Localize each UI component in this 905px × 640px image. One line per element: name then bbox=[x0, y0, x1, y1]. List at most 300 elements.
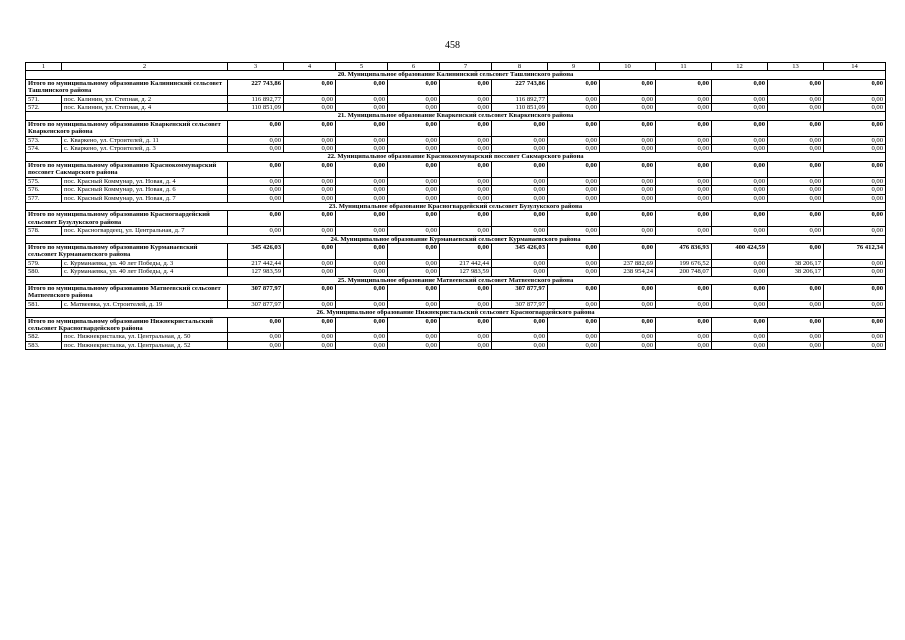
row-value: 0,00 bbox=[712, 259, 768, 267]
total-value: 0,00 bbox=[600, 211, 656, 227]
total-value: 0,00 bbox=[228, 211, 284, 227]
total-value: 0,00 bbox=[548, 161, 600, 177]
row-value: 0,00 bbox=[656, 104, 712, 112]
row-address: пос. Красный Коммунар, ул. Новая, д. 7 bbox=[62, 194, 228, 202]
table-row bbox=[26, 177, 886, 185]
row-value: 0,00 bbox=[656, 177, 712, 185]
row-value: 0,00 bbox=[824, 259, 886, 267]
row-number: 582. bbox=[26, 333, 62, 341]
row-value: 217 442,44 bbox=[228, 259, 284, 267]
total-value: 0,00 bbox=[768, 161, 824, 177]
row-value: 0,00 bbox=[548, 194, 600, 202]
table-row bbox=[26, 259, 886, 267]
section-heading-row bbox=[26, 112, 886, 120]
row-value: 0,00 bbox=[548, 268, 600, 276]
total-value: 0,00 bbox=[284, 243, 336, 259]
row-value: 0,00 bbox=[440, 333, 492, 341]
column-number: 4 bbox=[284, 63, 336, 71]
table-row bbox=[26, 186, 886, 194]
total-value: 0,00 bbox=[600, 284, 656, 300]
row-value: 0,00 bbox=[600, 177, 656, 185]
row-value: 0,00 bbox=[284, 227, 336, 235]
total-value: 0,00 bbox=[600, 161, 656, 177]
total-value: 0,00 bbox=[548, 211, 600, 227]
row-value: 0,00 bbox=[492, 259, 548, 267]
total-value: 0,00 bbox=[548, 284, 600, 300]
row-value: 0,00 bbox=[284, 341, 336, 349]
total-value: 0,00 bbox=[656, 161, 712, 177]
row-value: 0,00 bbox=[768, 300, 824, 308]
total-value: 0,00 bbox=[712, 284, 768, 300]
total-row bbox=[26, 284, 886, 300]
row-value: 0,00 bbox=[440, 194, 492, 202]
row-value: 0,00 bbox=[440, 186, 492, 194]
total-value: 307 877,97 bbox=[228, 284, 284, 300]
total-value: 0,00 bbox=[228, 317, 284, 333]
row-value: 0,00 bbox=[824, 227, 886, 235]
row-value: 0,00 bbox=[824, 104, 886, 112]
row-value: 0,00 bbox=[284, 145, 336, 153]
row-value: 127 983,59 bbox=[440, 268, 492, 276]
section-heading-row bbox=[26, 276, 886, 284]
total-value: 0,00 bbox=[336, 317, 388, 333]
total-value: 0,00 bbox=[548, 120, 600, 136]
total-value: 0,00 bbox=[548, 317, 600, 333]
total-value: 0,00 bbox=[228, 161, 284, 177]
section-title: 21. Муниципальное образование Кваркенский сельсовет Кваркенского района bbox=[26, 112, 886, 120]
row-address: с. Кваркено, ул. Строителей, д. 11 bbox=[62, 136, 228, 144]
table-row bbox=[26, 300, 886, 308]
row-value: 0,00 bbox=[548, 104, 600, 112]
row-value: 0,00 bbox=[600, 341, 656, 349]
row-value: 0,00 bbox=[388, 300, 440, 308]
table-row bbox=[26, 341, 886, 349]
total-row bbox=[26, 243, 886, 259]
row-value: 0,00 bbox=[440, 341, 492, 349]
row-value: 0,00 bbox=[548, 186, 600, 194]
total-value: 0,00 bbox=[440, 161, 492, 177]
total-value: 0,00 bbox=[768, 211, 824, 227]
row-value: 116 892,77 bbox=[228, 95, 284, 103]
row-value: 0,00 bbox=[388, 341, 440, 349]
row-value: 0,00 bbox=[336, 227, 388, 235]
row-value: 0,00 bbox=[768, 227, 824, 235]
total-value: 0,00 bbox=[768, 284, 824, 300]
total-row bbox=[26, 120, 886, 136]
total-value: 0,00 bbox=[440, 317, 492, 333]
total-value: 227 743,86 bbox=[228, 79, 284, 95]
total-value: 0,00 bbox=[440, 120, 492, 136]
total-value: 0,00 bbox=[228, 120, 284, 136]
column-number: 6 bbox=[388, 63, 440, 71]
row-value: 0,00 bbox=[284, 259, 336, 267]
total-value: 0,00 bbox=[824, 161, 886, 177]
row-value: 0,00 bbox=[440, 300, 492, 308]
total-value: 0,00 bbox=[388, 161, 440, 177]
row-value: 0,00 bbox=[548, 145, 600, 153]
row-value: 0,00 bbox=[388, 259, 440, 267]
row-value: 0,00 bbox=[492, 145, 548, 153]
total-value: 0,00 bbox=[824, 120, 886, 136]
row-value: 0,00 bbox=[548, 259, 600, 267]
total-value: 0,00 bbox=[600, 79, 656, 95]
row-value: 0,00 bbox=[824, 145, 886, 153]
total-label: Итого по муниципальному образованию Нижнекристальский сельсовет Красногвардейского района bbox=[26, 317, 228, 333]
row-value: 0,00 bbox=[712, 300, 768, 308]
row-value: 0,00 bbox=[656, 333, 712, 341]
row-value: 0,00 bbox=[548, 177, 600, 185]
row-value: 0,00 bbox=[284, 136, 336, 144]
row-value: 0,00 bbox=[388, 104, 440, 112]
total-label: Итого по муниципальному образованию Кваркенский сельсовет Кваркенского района bbox=[26, 120, 228, 136]
row-value: 307 877,97 bbox=[492, 300, 548, 308]
table-row bbox=[26, 333, 886, 341]
total-label: Итого по муниципальному образованию Матвеевский сельсовет Матвеевского района bbox=[26, 284, 228, 300]
total-value: 0,00 bbox=[336, 79, 388, 95]
row-value: 0,00 bbox=[336, 194, 388, 202]
table-row bbox=[26, 145, 886, 153]
total-value: 0,00 bbox=[712, 120, 768, 136]
total-value: 0,00 bbox=[336, 284, 388, 300]
row-value: 0,00 bbox=[284, 194, 336, 202]
section-heading-row bbox=[26, 202, 886, 210]
total-row bbox=[26, 211, 886, 227]
column-number: 11 bbox=[656, 63, 712, 71]
total-value: 0,00 bbox=[824, 284, 886, 300]
total-value: 0,00 bbox=[284, 284, 336, 300]
row-value: 0,00 bbox=[336, 341, 388, 349]
row-number: 583. bbox=[26, 341, 62, 349]
row-value: 0,00 bbox=[388, 177, 440, 185]
total-value: 0,00 bbox=[284, 317, 336, 333]
total-value: 0,00 bbox=[440, 284, 492, 300]
total-value: 0,00 bbox=[284, 211, 336, 227]
total-value: 345 426,03 bbox=[492, 243, 548, 259]
total-row bbox=[26, 79, 886, 95]
total-value: 0,00 bbox=[548, 243, 600, 259]
row-value: 110 851,09 bbox=[228, 104, 284, 112]
total-value: 0,00 bbox=[388, 317, 440, 333]
row-value: 0,00 bbox=[768, 177, 824, 185]
column-number: 13 bbox=[768, 63, 824, 71]
total-value: 0,00 bbox=[440, 211, 492, 227]
section-title: 26. Муниципальное образование Нижнекристальский сельсовет Красногвардейского района bbox=[26, 309, 886, 317]
total-value: 0,00 bbox=[600, 243, 656, 259]
row-value: 110 851,09 bbox=[492, 104, 548, 112]
row-number: 579. bbox=[26, 259, 62, 267]
row-address: пос. Нижнекристалка, ул. Центральная, д. 50 bbox=[62, 333, 228, 341]
column-number: 5 bbox=[336, 63, 388, 71]
row-value: 0,00 bbox=[656, 145, 712, 153]
row-value: 0,00 bbox=[228, 194, 284, 202]
total-value: 0,00 bbox=[656, 284, 712, 300]
row-value: 0,00 bbox=[336, 104, 388, 112]
row-value: 0,00 bbox=[712, 145, 768, 153]
section-title: 24. Муниципальное образование Курманаевский сельсовет Курманаевского района bbox=[26, 235, 886, 243]
total-value: 0,00 bbox=[656, 79, 712, 95]
row-value: 0,00 bbox=[388, 186, 440, 194]
row-address: пос. Калинин, ул. Степная, д. 2 bbox=[62, 95, 228, 103]
row-value: 0,00 bbox=[440, 177, 492, 185]
row-number: 578. bbox=[26, 227, 62, 235]
row-value: 0,00 bbox=[824, 136, 886, 144]
row-value: 38 206,17 bbox=[768, 268, 824, 276]
row-value: 307 877,97 bbox=[228, 300, 284, 308]
total-value: 0,00 bbox=[388, 243, 440, 259]
row-value: 0,00 bbox=[824, 341, 886, 349]
row-number: 572. bbox=[26, 104, 62, 112]
row-address: с. Матвеевка, ул. Строителей, д. 19 bbox=[62, 300, 228, 308]
row-value: 0,00 bbox=[336, 268, 388, 276]
row-value: 0,00 bbox=[388, 194, 440, 202]
row-value: 0,00 bbox=[712, 268, 768, 276]
total-value: 0,00 bbox=[712, 211, 768, 227]
row-value: 0,00 bbox=[712, 104, 768, 112]
row-value: 0,00 bbox=[712, 333, 768, 341]
row-value: 0,00 bbox=[336, 177, 388, 185]
row-value: 0,00 bbox=[228, 341, 284, 349]
row-value: 0,00 bbox=[600, 194, 656, 202]
total-value: 0,00 bbox=[492, 161, 548, 177]
row-address: пос. Красный Коммунар, ул. Новая, д. 6 bbox=[62, 186, 228, 194]
column-number: 8 bbox=[492, 63, 548, 71]
row-number: 576. bbox=[26, 186, 62, 194]
row-value: 0,00 bbox=[548, 136, 600, 144]
row-value: 238 954,24 bbox=[600, 268, 656, 276]
total-value: 0,00 bbox=[284, 79, 336, 95]
table-row bbox=[26, 95, 886, 103]
row-value: 0,00 bbox=[388, 333, 440, 341]
row-value: 0,00 bbox=[388, 268, 440, 276]
total-value: 76 412,34 bbox=[824, 243, 886, 259]
section-heading-row bbox=[26, 309, 886, 317]
total-value: 0,00 bbox=[712, 317, 768, 333]
table-row bbox=[26, 194, 886, 202]
total-value: 0,00 bbox=[336, 120, 388, 136]
row-value: 0,00 bbox=[824, 300, 886, 308]
column-number: 14 bbox=[824, 63, 886, 71]
row-number: 574. bbox=[26, 145, 62, 153]
total-value: 0,00 bbox=[388, 211, 440, 227]
section-title: 25. Муниципальное образование Матвеевский сельсовет Матвеевского района bbox=[26, 276, 886, 284]
table-row bbox=[26, 227, 886, 235]
row-value: 0,00 bbox=[492, 333, 548, 341]
row-value: 0,00 bbox=[600, 104, 656, 112]
row-value: 0,00 bbox=[656, 194, 712, 202]
row-value: 0,00 bbox=[768, 104, 824, 112]
row-value: 0,00 bbox=[712, 177, 768, 185]
total-value: 0,00 bbox=[824, 317, 886, 333]
row-value: 0,00 bbox=[600, 145, 656, 153]
total-value: 476 836,93 bbox=[656, 243, 712, 259]
row-value: 0,00 bbox=[228, 145, 284, 153]
total-value: 0,00 bbox=[284, 161, 336, 177]
row-value: 0,00 bbox=[492, 268, 548, 276]
column-number: 12 bbox=[712, 63, 768, 71]
column-number: 1 bbox=[26, 63, 62, 71]
table-row bbox=[26, 104, 886, 112]
data-table bbox=[25, 62, 886, 350]
row-value: 0,00 bbox=[336, 300, 388, 308]
total-value: 227 743,86 bbox=[492, 79, 548, 95]
row-value: 0,00 bbox=[712, 341, 768, 349]
row-address: с. Курманаевка, ул. 40 лет Победы, д. 3 bbox=[62, 259, 228, 267]
row-value: 0,00 bbox=[768, 95, 824, 103]
row-address: пос. Калинин, ул. Степная, д. 4 bbox=[62, 104, 228, 112]
total-value: 0,00 bbox=[336, 243, 388, 259]
total-value: 0,00 bbox=[440, 79, 492, 95]
total-value: 0,00 bbox=[492, 211, 548, 227]
row-value: 0,00 bbox=[492, 194, 548, 202]
total-label: Итого по муниципальному образованию Курманаевский сельсовет Курманаевского района bbox=[26, 243, 228, 259]
total-value: 0,00 bbox=[440, 243, 492, 259]
row-number: 581. bbox=[26, 300, 62, 308]
row-value: 0,00 bbox=[824, 333, 886, 341]
row-value: 0,00 bbox=[228, 333, 284, 341]
row-address: с. Кваркено, ул. Строителей, д. 3 bbox=[62, 145, 228, 153]
total-value: 345 426,03 bbox=[228, 243, 284, 259]
row-value: 0,00 bbox=[712, 194, 768, 202]
row-value: 0,00 bbox=[712, 227, 768, 235]
section-heading-row bbox=[26, 153, 886, 161]
section-title: 20. Муниципальное образование Калининский сельсовет Ташлинского района bbox=[26, 71, 886, 79]
row-value: 200 748,07 bbox=[656, 268, 712, 276]
total-label: Итого по муниципальному образованию Красногвардейский сельсовет Бузулукского района bbox=[26, 211, 228, 227]
row-value: 0,00 bbox=[284, 333, 336, 341]
row-value: 0,00 bbox=[440, 136, 492, 144]
row-value: 0,00 bbox=[388, 145, 440, 153]
total-value: 0,00 bbox=[712, 79, 768, 95]
row-value: 0,00 bbox=[600, 186, 656, 194]
row-value: 0,00 bbox=[492, 186, 548, 194]
row-value: 0,00 bbox=[284, 104, 336, 112]
total-row bbox=[26, 317, 886, 333]
row-value: 0,00 bbox=[600, 227, 656, 235]
row-value: 0,00 bbox=[656, 186, 712, 194]
column-number: 2 bbox=[62, 63, 228, 71]
total-row bbox=[26, 161, 886, 177]
column-number: 10 bbox=[600, 63, 656, 71]
row-address: пос. Красный Коммунар, ул. Новая, д. 4 bbox=[62, 177, 228, 185]
row-value: 0,00 bbox=[228, 136, 284, 144]
total-label: Итого по муниципальному образованию Калининский сельсовет Ташлинского района bbox=[26, 79, 228, 95]
total-value: 0,00 bbox=[388, 120, 440, 136]
row-value: 0,00 bbox=[712, 95, 768, 103]
row-value: 0,00 bbox=[712, 136, 768, 144]
column-number: 3 bbox=[228, 63, 284, 71]
row-value: 0,00 bbox=[388, 95, 440, 103]
row-value: 0,00 bbox=[600, 333, 656, 341]
total-value: 0,00 bbox=[492, 120, 548, 136]
row-value: 0,00 bbox=[284, 300, 336, 308]
row-number: 577. bbox=[26, 194, 62, 202]
total-label: Итого по муниципальному образованию Краснокоммунарский поссовет Сакмарского района bbox=[26, 161, 228, 177]
section-heading-row bbox=[26, 235, 886, 243]
total-value: 0,00 bbox=[656, 317, 712, 333]
row-value: 0,00 bbox=[492, 136, 548, 144]
row-value: 0,00 bbox=[440, 227, 492, 235]
total-value: 0,00 bbox=[388, 284, 440, 300]
row-value: 0,00 bbox=[824, 268, 886, 276]
row-number: 571. bbox=[26, 95, 62, 103]
row-value: 0,00 bbox=[548, 300, 600, 308]
total-value: 0,00 bbox=[284, 120, 336, 136]
row-value: 0,00 bbox=[388, 227, 440, 235]
column-number: 9 bbox=[548, 63, 600, 71]
total-value: 0,00 bbox=[824, 211, 886, 227]
row-value: 0,00 bbox=[548, 227, 600, 235]
total-value: 0,00 bbox=[824, 79, 886, 95]
row-address: пос. Нижнекристалка, ул. Центральная, д. 52 bbox=[62, 341, 228, 349]
page-number: 458 bbox=[445, 40, 460, 51]
row-value: 0,00 bbox=[548, 333, 600, 341]
total-value: 0,00 bbox=[336, 211, 388, 227]
section-title: 23. Муниципальное образование Красногвардейский сельсовет Бузулукского района bbox=[26, 202, 886, 210]
row-value: 0,00 bbox=[768, 136, 824, 144]
row-value: 0,00 bbox=[656, 95, 712, 103]
total-value: 0,00 bbox=[388, 79, 440, 95]
row-value: 0,00 bbox=[824, 186, 886, 194]
total-value: 0,00 bbox=[548, 79, 600, 95]
row-value: 0,00 bbox=[336, 95, 388, 103]
total-value: 0,00 bbox=[492, 317, 548, 333]
total-value: 0,00 bbox=[336, 161, 388, 177]
table-row bbox=[26, 136, 886, 144]
column-number-row bbox=[26, 63, 886, 71]
row-value: 0,00 bbox=[656, 300, 712, 308]
row-value: 0,00 bbox=[824, 177, 886, 185]
row-value: 0,00 bbox=[228, 177, 284, 185]
row-address: пос. Красногвардеец, ул. Центральная, д. 7 bbox=[62, 227, 228, 235]
row-value: 0,00 bbox=[492, 227, 548, 235]
row-value: 0,00 bbox=[492, 177, 548, 185]
row-value: 0,00 bbox=[336, 136, 388, 144]
row-number: 575. bbox=[26, 177, 62, 185]
row-value: 0,00 bbox=[656, 136, 712, 144]
row-value: 0,00 bbox=[284, 95, 336, 103]
row-number: 573. bbox=[26, 136, 62, 144]
row-value: 0,00 bbox=[768, 194, 824, 202]
row-value: 38 206,17 bbox=[768, 259, 824, 267]
row-value: 0,00 bbox=[548, 95, 600, 103]
section-heading-row bbox=[26, 71, 886, 79]
table-body bbox=[26, 63, 886, 350]
row-value: 0,00 bbox=[440, 95, 492, 103]
row-value: 0,00 bbox=[388, 136, 440, 144]
row-value: 116 892,77 bbox=[492, 95, 548, 103]
row-value: 0,00 bbox=[712, 186, 768, 194]
row-value: 0,00 bbox=[228, 186, 284, 194]
total-value: 400 424,59 bbox=[712, 243, 768, 259]
row-value: 0,00 bbox=[600, 136, 656, 144]
row-value: 0,00 bbox=[284, 268, 336, 276]
row-value: 0,00 bbox=[824, 95, 886, 103]
row-address: с. Курманаевка, ул. 40 лет Победы, д. 4 bbox=[62, 268, 228, 276]
section-title: 22. Муниципальное образование Краснокоммунарский поссовет Сакмарского района bbox=[26, 153, 886, 161]
total-value: 0,00 bbox=[712, 161, 768, 177]
row-value: 0,00 bbox=[336, 145, 388, 153]
row-value: 0,00 bbox=[656, 227, 712, 235]
total-value: 0,00 bbox=[656, 120, 712, 136]
total-value: 0,00 bbox=[768, 79, 824, 95]
row-value: 0,00 bbox=[768, 186, 824, 194]
total-value: 0,00 bbox=[656, 211, 712, 227]
table-row bbox=[26, 268, 886, 276]
row-value: 0,00 bbox=[548, 341, 600, 349]
total-value: 0,00 bbox=[600, 317, 656, 333]
row-value: 217 442,44 bbox=[440, 259, 492, 267]
row-value: 0,00 bbox=[336, 333, 388, 341]
